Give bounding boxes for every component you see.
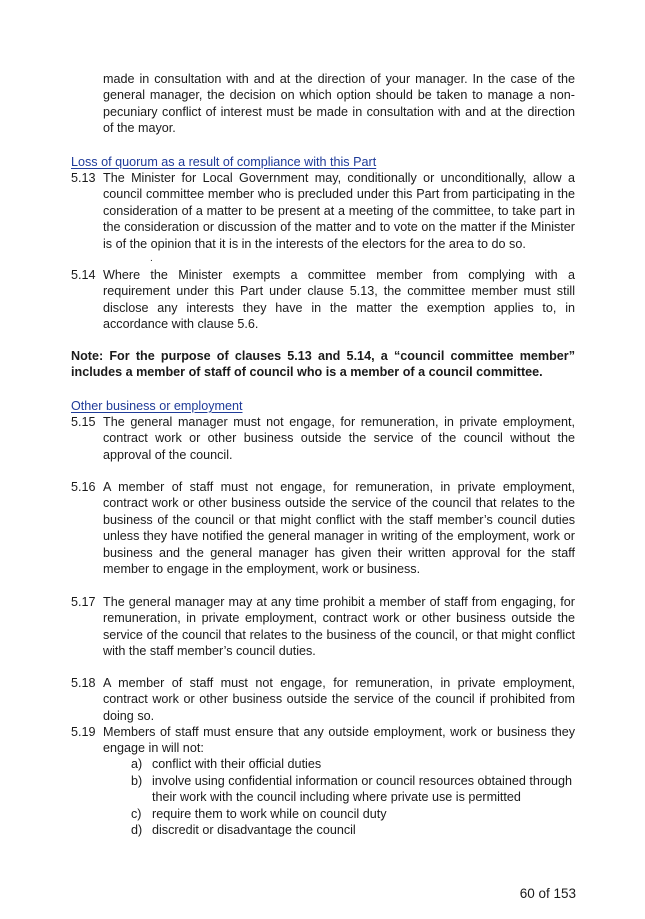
stray-mark: . [150,253,153,264]
clause-text: A member of staff must not engage, for remuneration, in private employment, contract work or other business outside the service of the council if prohibited from doing so. [103,676,575,723]
clause-5-16 [71,479,575,577]
intro-paragraph: made in consultation with and at the direction of your manager. In the case of the general manager, the decision on which option should be taken to manage a non-pecuniary conflict of interest must be made in consultation with and at the direction of the mayor. [103,72,575,136]
section-heading-business: Other business or employment [71,399,243,413]
clause-5-14 [71,267,575,333]
page-number: 60 of 153 [519,886,576,901]
clause-text: The general manager may at any time prohibit a member of staff from engaging, for remuneration, in private employment, contract work or other business outside the service of the council that relates to the business of the council, or that might conflict with the staff member’s council duties. [103,595,575,659]
list-item-b [131,773,575,806]
section-heading-quorum: Loss of quorum as a result of compliance with this Part [71,155,377,169]
clause-number: 5.15 [71,415,96,429]
clause-number: 5.17 [71,595,96,609]
clause-number: 5.13 [71,171,96,185]
list-text: require them to work while on council duty [152,807,387,821]
clause-5-15 [71,414,575,463]
list-text: discredit or disadvantage the council [152,823,356,837]
clause-text: The general manager must not engage, for remuneration, in private employment, contract work or other business outside the service of the council without the approval of the council. [103,415,575,462]
clause-5-19 [71,724,575,757]
clause-text: Members of staff must ensure that any outside employment, work or business they engage in will not: [103,725,575,756]
list-letter: c) [131,807,142,821]
list-text: involve using confidential information or council resources obtained through their work with the council including where private use is permitted [152,774,573,805]
list-text: conflict with their official duties [152,757,322,771]
clause-text: A member of staff must not engage, for remuneration, in private employment, contract work or other business outside the service of the council that relates to the business of the council or that might conflict with the staff member’s council duties unless they have notified the general manager in writing of the employment, work or business and the general manager has given their written approval for the staff member to engage in the employment, work or business. [103,480,575,577]
clause-number: 5.16 [71,480,96,494]
clause-number: 5.14 [71,268,96,282]
list-item-d [131,822,575,838]
list-item-c [131,806,575,822]
list-letter: b) [131,774,143,788]
clause-text: Where the Minister exempts a committee member from complying with a requirement under this Part under clause 5.13, the committee member must still disclose any interests they have in the matter the exemption applies to, in accordance with clause 5.6. [103,268,575,332]
list-letter: a) [131,757,143,771]
clause-number: 5.19 [71,725,96,739]
clause-text: The Minister for Local Government may, conditionally or unconditionally, allow a council committee member who is precluded under this Part from participating in the consideration of a matter to be present at a meeting of the committee, to take part in the consideration or discussion of the matter and to vote on the matter if the Minister is of the opinion that it is in the interests of the electors for the area to do so. [103,171,575,251]
clause-5-13 [71,170,575,252]
note-paragraph: Note: For the purpose of clauses 5.13 and 5.14, a “council committee member” includes a member of staff of council who is a member of a council committee. [71,349,575,380]
clause-5-18 [71,675,575,724]
clause-number: 5.18 [71,676,96,690]
clause-5-17 [71,594,575,660]
list-letter: d) [131,823,143,837]
list-item-a [131,756,575,772]
